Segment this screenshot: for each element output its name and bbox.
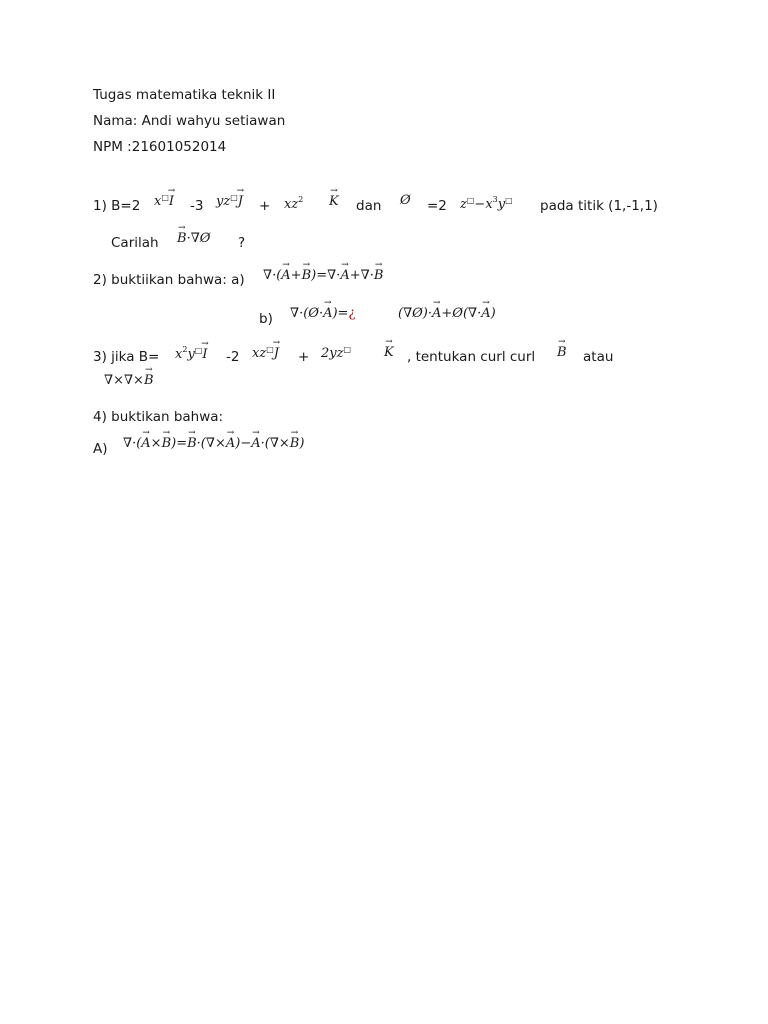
q1-minus3: -3 <box>190 198 204 214</box>
q4a-label: A) <box>93 441 108 457</box>
q1-phi: Ø <box>400 193 411 208</box>
q2b-lhs: ∇·(Ø·A →)=¿ <box>290 307 355 320</box>
q2b-label: b) <box>259 311 273 327</box>
q4-prefix: 4) buktikan bahwa: <box>93 409 224 425</box>
q3-b-vector: B → <box>557 346 567 359</box>
q1-term-yz-j: yz□J → <box>216 194 243 208</box>
q4a-equation: ∇·(A →×B →)=B →·(∇×A →)−A →·(∇×B →) <box>123 437 304 450</box>
student-name: Nama: Andi wahyu setiawan <box>93 113 286 129</box>
q3-tentukan: , tentukan curl curl <box>407 349 536 365</box>
q1-term-xz2: $xz^2$ <box>284 195 304 212</box>
q1-k-vector: K → <box>329 195 339 208</box>
q1-dan: dan <box>356 198 382 214</box>
q1-question-mark: ? <box>238 235 246 251</box>
student-npm: NPM :21601052014 <box>93 139 227 155</box>
q1-term-x-i: x□I → <box>154 194 174 208</box>
q3-k-vector: K → <box>384 346 394 359</box>
q2a-equation: ∇·(A →+B →)=∇·A →+∇·B → <box>263 269 383 282</box>
q2b-rhs: (∇Ø)·A →+Ø(∇·A →) <box>398 307 496 320</box>
q1-scalar-field: $z^□-x^3y^□$ <box>460 195 513 212</box>
q3-minus2: -2 <box>226 349 240 365</box>
q3-plus: + <box>298 349 310 365</box>
q3-term-x2y-i: $x^2y^□I$ → <box>175 346 208 361</box>
q1-plus: + <box>259 198 271 214</box>
q3-atau: atau <box>583 349 614 365</box>
q1-expression: B →·∇Ø <box>177 232 210 245</box>
q1-eq2: =2 <box>427 198 447 214</box>
q3-term-xz-j: xz□J → <box>252 346 279 360</box>
q1-point: pada titik (1,-1,1) <box>540 198 658 214</box>
q3-curl-expression: ∇×∇×B → <box>104 374 154 387</box>
q1-prefix: 1) B=2 <box>93 198 141 214</box>
q3-prefix: 3) jika B= <box>93 349 160 365</box>
q3-term-2yz: 2yz□ <box>321 345 352 361</box>
q1-carilah: Carilah <box>111 235 159 251</box>
q2-prefix: 2) buktiikan bahwa: a) <box>93 272 245 288</box>
assignment-title: Tugas matematika teknik II <box>93 87 276 103</box>
